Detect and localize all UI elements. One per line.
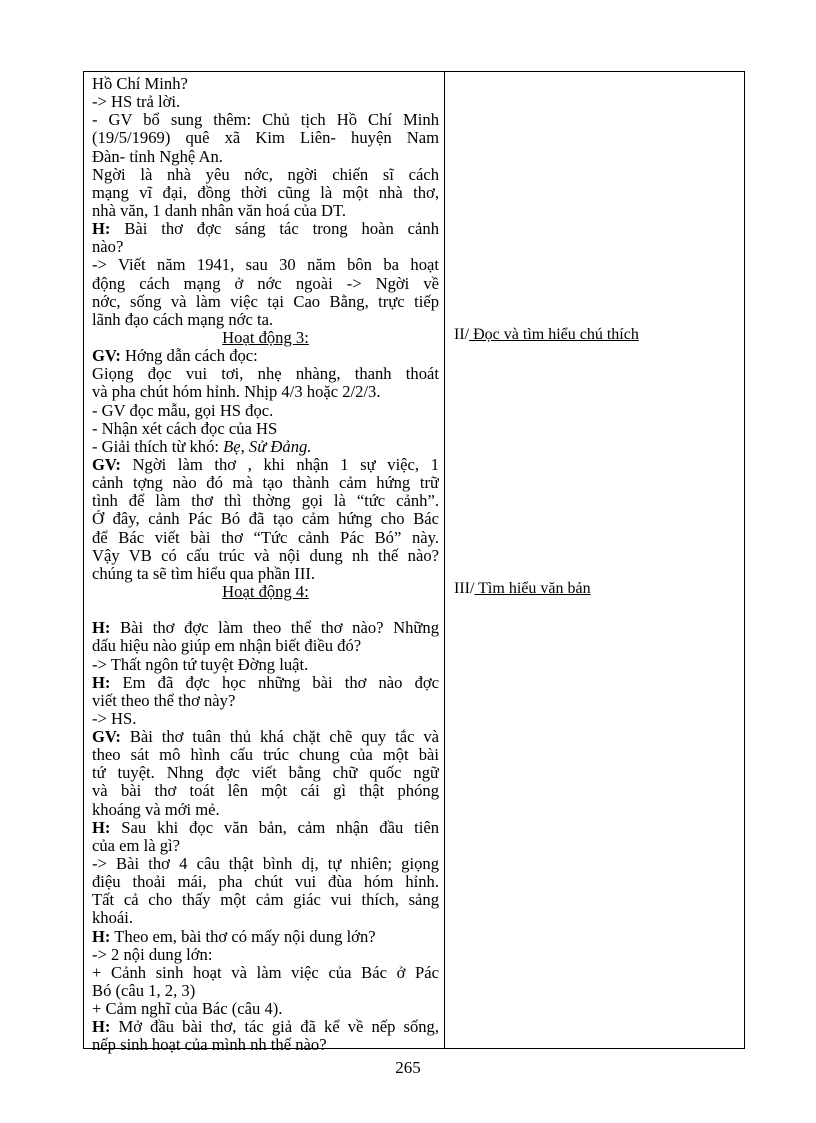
text-line — [92, 728, 439, 746]
text-line — [92, 982, 439, 1000]
line-text: - Nhận xét cách đọc của HS — [92, 419, 278, 438]
line-text: khoáng và mới mẻ. — [92, 800, 220, 819]
speaker-label: H: — [92, 673, 111, 692]
activity-heading — [92, 329, 439, 347]
line-text: Bó (câu 1, 2, 3) — [92, 982, 196, 1001]
text-line — [92, 547, 439, 565]
text-line — [92, 601, 439, 619]
text-line — [92, 656, 439, 674]
line-text: Ngời làm thơ , khi nhận 1 sự việc, 1 — [120, 455, 439, 474]
text-line — [92, 275, 439, 293]
text-line — [92, 746, 439, 764]
line-text: -> Bài thơ 4 câu thật bình dị, tự nhiên; giọng — [92, 855, 439, 874]
text-line — [92, 891, 439, 909]
line-text: Theo em, bài thơ có mấy nội dung lớn? — [110, 927, 376, 946]
lesson-table — [83, 71, 745, 1055]
line-text: Vậy VB có cấu trúc và nội dung nh thế nào? — [92, 546, 439, 565]
speaker-label: H: — [92, 927, 111, 946]
page-number: 265 — [395, 1058, 421, 1077]
text-line — [92, 855, 439, 873]
text-line — [92, 293, 439, 311]
text-line — [92, 474, 439, 492]
line-text: dấu hiệu nào giúp em nhận biết điều đó? — [92, 637, 362, 656]
line-text: điệu thoải mái, pha chút vui đùa hóm hỉnh. — [92, 873, 439, 892]
line-text: Hoạt động 3: — [222, 328, 309, 347]
text-line — [92, 256, 439, 274]
speaker-label: H: — [92, 1018, 111, 1037]
text-line — [92, 801, 439, 819]
text-line — [92, 909, 439, 927]
line-text: của em là gì? — [92, 836, 180, 855]
line-text: khoái. — [92, 909, 134, 928]
text-line — [92, 238, 439, 256]
text-line — [92, 383, 439, 401]
speaker-label: GV: — [92, 728, 121, 747]
text-line — [92, 1036, 439, 1054]
line-text: -> HS. — [92, 709, 137, 728]
text-line — [92, 782, 439, 800]
line-text: + Cảnh sinh hoạt và làm việc của Bác ở Pác — [92, 963, 439, 982]
section-3-title: Tìm hiểu văn bản — [474, 580, 591, 597]
line-text: Mở đầu bài thơ, tác giả đã kể về nếp sống, — [110, 1018, 439, 1037]
text-line — [92, 619, 439, 637]
section-2-heading — [454, 326, 639, 344]
line-text: nếp sinh hoạt của mình nh thế nào? — [92, 1036, 327, 1055]
line-text: nhà văn, 1 danh nhân văn hoá của DT. — [92, 201, 347, 220]
line-text: Bài thơ tuân thủ khá chặt chẽ quy tắc và — [120, 728, 439, 747]
speaker-label: H: — [92, 220, 111, 239]
text-line — [92, 964, 439, 982]
line-text: + Cảm nghĩ của Bác (câu 4). — [92, 1000, 283, 1019]
text-line — [92, 637, 439, 655]
speaker-label: GV: — [92, 347, 121, 366]
text-line — [92, 492, 439, 510]
line-text: cảnh tợng nào đó mà tạo thành cảm hứng trữ — [92, 474, 439, 493]
text-line — [92, 93, 439, 111]
line-text: động cách mạng ở nớc ngoài -> Ngời về — [92, 274, 439, 293]
speaker-label: GV: — [92, 455, 121, 474]
speaker-label: H: — [92, 619, 111, 638]
line-text: -> Viết năm 1941, sau 30 năm bôn ba hoạt — [92, 256, 439, 275]
text-line — [92, 1000, 439, 1018]
text-line — [92, 75, 439, 93]
section-3-prefix: III/ — [454, 580, 475, 597]
text-line — [92, 166, 439, 184]
section-2-prefix: II/ — [454, 326, 470, 343]
line-text: tình để làm thơ thì thờng gọi là “tức cảnh”. — [92, 492, 439, 511]
text-line — [92, 202, 439, 220]
line-text: lãnh đạo cách mạng nớc ta. — [92, 310, 274, 329]
line-text: Em đã đợc học những bài thơ nào đợc — [110, 673, 439, 692]
text-line — [92, 402, 439, 420]
text-line — [92, 692, 439, 710]
line-text: - GV bổ sung thêm: Chủ tịch Hồ Chí Minh — [92, 111, 439, 130]
text-line — [92, 674, 439, 692]
text-line — [92, 347, 439, 365]
text-line — [92, 873, 439, 891]
text-line — [92, 365, 439, 383]
line-text: Bài thơ đợc làm theo thể thơ nào? Những — [110, 619, 439, 638]
text-line — [92, 438, 439, 456]
line-text: Hồ Chí Minh? — [92, 75, 188, 93]
line-text: -> HS trả lời. — [92, 93, 181, 112]
activity-heading — [92, 583, 439, 601]
teacher-student-activities-column — [92, 75, 439, 1055]
italic-terms: Bẹ, Sử Đảng. — [223, 437, 312, 456]
line-text: chúng ta sẽ tìm hiểu qua phần III. — [92, 564, 316, 583]
line-text: Sau khi đọc văn bản, cảm nhận đầu tiên — [110, 818, 439, 837]
line-text: để Bác viết bài thơ “Tức cảnh Pác Bó” này. — [92, 528, 439, 547]
line-text: - Giải thích từ khó: — [92, 437, 224, 456]
line-text: Giọng đọc vui tơi, nhẹ nhàng, thanh thoát — [92, 365, 439, 384]
column-divider — [444, 72, 445, 1048]
text-line — [92, 311, 439, 329]
line-text: mạng vĩ đại, đồng thời cũng là một nhà thơ, — [92, 183, 439, 202]
line-text: theo sát mô hình cấu trúc chung của một bài — [92, 746, 439, 765]
line-text: Tất cả cho thấy một cảm giác vui thích, sảng — [92, 891, 439, 910]
line-text: và pha chút hóm hỉnh. Nhịp 4/3 hoặc 2/2/3. — [92, 383, 381, 402]
text-line — [92, 837, 439, 855]
line-text: Ở đây, cảnh Pác Bó đã tạo cảm hứng cho Bác — [92, 510, 439, 529]
line-text: Hớng dẫn cách đọc: — [120, 347, 258, 366]
text-line — [92, 1018, 439, 1036]
text-line — [92, 129, 439, 147]
line-text: và bài thơ toát lên một cái gì thật phóng — [92, 782, 439, 801]
text-line — [92, 946, 439, 964]
text-line — [92, 529, 439, 547]
text-line — [92, 420, 439, 438]
line-text: nào? — [92, 238, 124, 257]
line-text: nớc, sống và làm việc tại Cao Bằng, trực tiếp — [92, 292, 439, 311]
section-3-heading — [454, 580, 591, 598]
text-line — [92, 565, 439, 583]
line-text: Bài thơ đợc sáng tác trong hoàn cảnh — [110, 220, 439, 239]
text-line — [92, 764, 439, 782]
line-text: Ngời là nhà yêu nớc, ngời chiến sĩ cách — [92, 165, 439, 184]
text-line — [92, 184, 439, 202]
line-text: Hoạt động 4: — [222, 582, 309, 601]
line-text: - GV đọc mẫu, gọi HS đọc. — [92, 401, 274, 420]
text-line — [92, 220, 439, 238]
text-line — [92, 148, 439, 166]
text-line — [92, 928, 439, 946]
line-text: viết theo thể thơ này? — [92, 691, 236, 710]
line-text: Đàn- tỉnh Nghệ An. — [92, 147, 223, 166]
text-line — [92, 456, 439, 474]
line-text: tứ tuyệt. Nhng đợc viết bằng chữ quốc ngữ — [92, 764, 439, 783]
line-text: (19/5/1969) quê xã Kim Liên- huyện Nam — [92, 129, 439, 148]
line-text: -> Thất ngôn tứ tuyệt Đờng luật. — [92, 655, 309, 674]
text-line — [92, 510, 439, 528]
speaker-label: H: — [92, 818, 111, 837]
text-line — [92, 710, 439, 728]
line-text: -> 2 nội dung lớn: — [92, 945, 213, 964]
text-line — [92, 111, 439, 129]
text-line — [92, 819, 439, 837]
section-2-title: Đọc và tìm hiểu chú thích — [469, 326, 639, 343]
